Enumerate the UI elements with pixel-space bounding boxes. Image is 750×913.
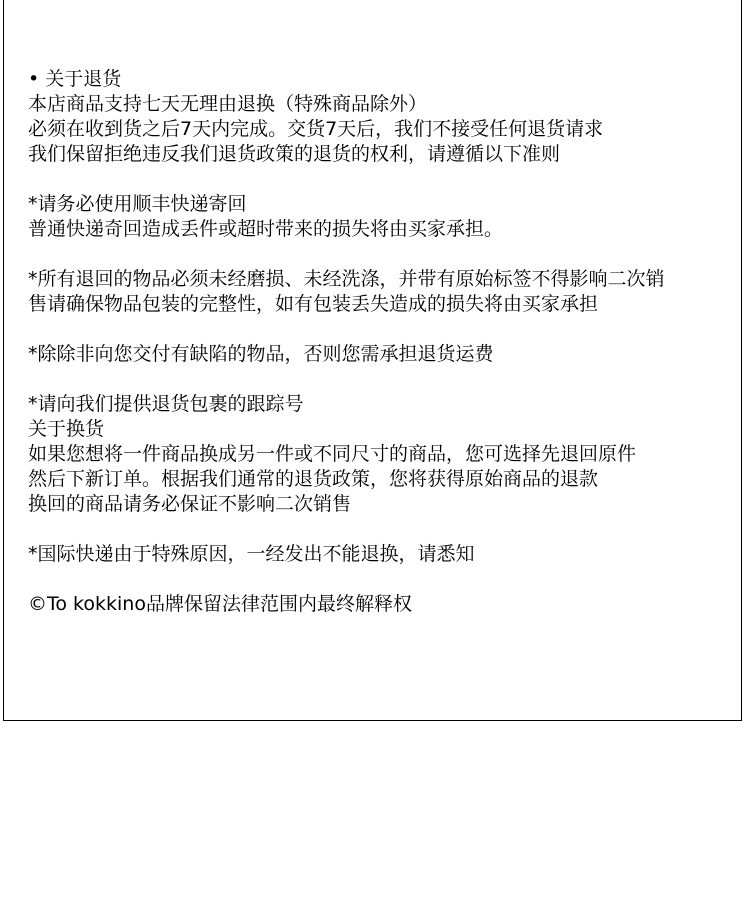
policy-line: 必须在收到货之后7天内完成。交货7天后，我们不接受任何退货请求 <box>28 118 604 140</box>
spacer <box>28 242 748 267</box>
spacer <box>28 367 748 392</box>
heading-exchange: 关于换货 <box>28 418 105 440</box>
policy-line: *请向我们提供退货包裹的跟踪号 <box>28 393 304 415</box>
spacer <box>28 317 748 342</box>
policy-line: *国际快递由于特殊原因，一经发出不能退换，请悉知 <box>28 543 475 565</box>
spacer <box>28 517 748 542</box>
policy-line: 然后下新订单。根据我们通常的退货政策，您将获得原始商品的退款 <box>28 468 599 490</box>
policy-line: 普通快递奇回造成丢件或超时带来的损失将由买家承担。 <box>28 218 504 240</box>
policy-line: 如果您想将一件商品换成另一件或不同尺寸的商品，您可选择先退回原件 <box>28 443 637 465</box>
policy-line: 换回的商品请务必保证不影响二次销售 <box>28 493 352 515</box>
copyright-line: ©To kokkino品牌保留法律范围内最终解释权 <box>28 593 412 615</box>
policy-line: *所有退回的物品必须未经磨损、未经洗涤，并带有原始标签不得影响二次销 <box>28 268 665 290</box>
policy-panel <box>3 0 742 721</box>
heading-returns: • 关于退货 <box>28 68 122 90</box>
policy-line: 售请确保物品包装的完整性，如有包装丢失造成的损失将由买家承担 <box>28 293 599 315</box>
policy-line: 我们保留拒绝违反我们退货政策的退货的权利，请遵循以下准则 <box>28 143 561 165</box>
spacer <box>28 567 748 592</box>
spacer <box>28 167 748 192</box>
policy-text <box>28 67 748 617</box>
policy-line: *除除非向您交付有缺陷的物品，否则您需承担退货运费 <box>28 343 494 365</box>
policy-line: *请务必使用顺丰快递寄回 <box>28 193 247 215</box>
policy-line: 本店商品支持七天无理由退换（特殊商品除外） <box>28 93 428 115</box>
